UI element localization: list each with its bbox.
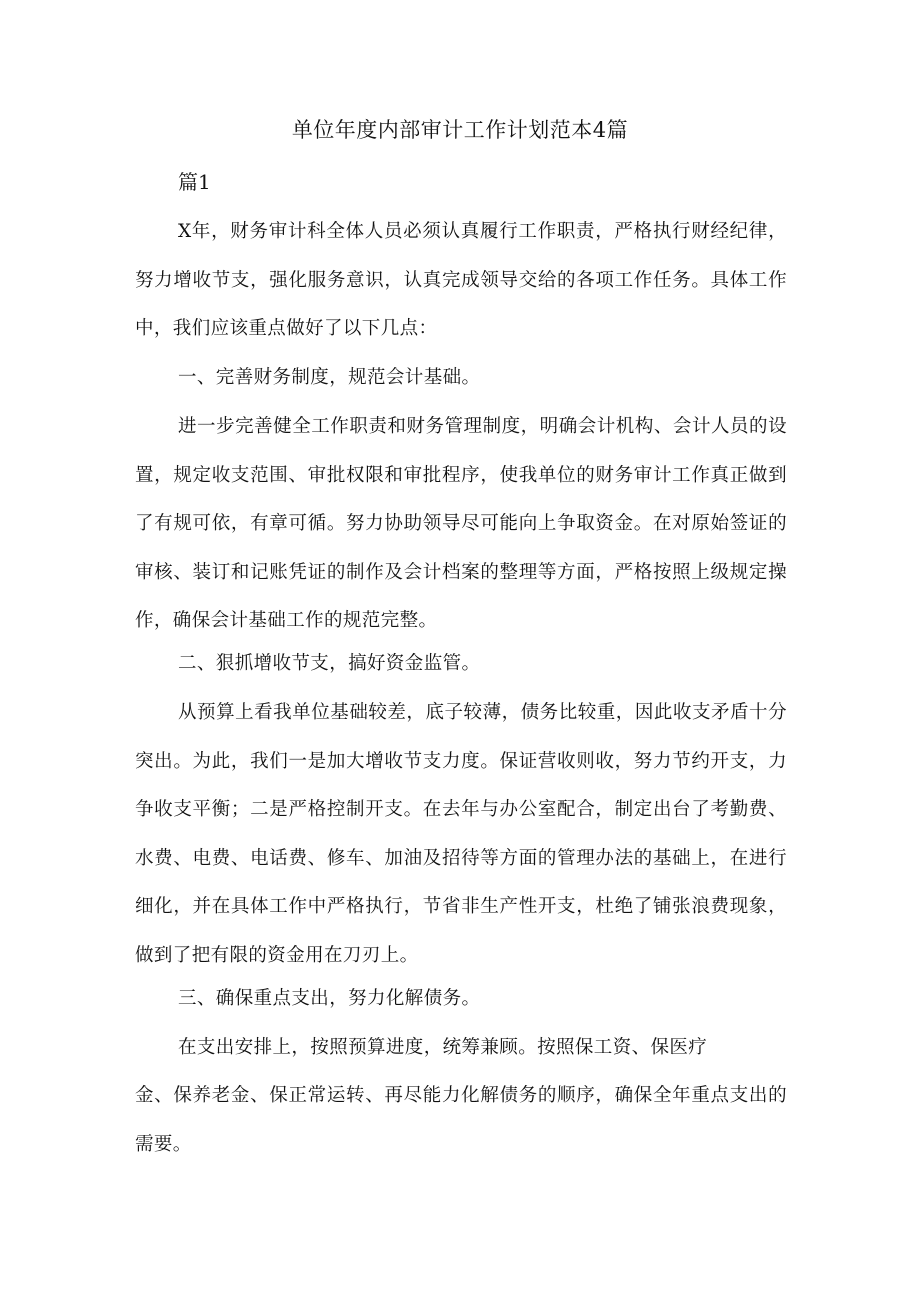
document-title: 单位年度内部审计工作计划范本4篇 — [291, 118, 629, 142]
heading-one: 一、完善财务制度，规范会计基础。 — [178, 367, 481, 388]
paragraph-intro: X年，财务审计科全体人员必须认真履行工作职责，严格执行财经纪律，努力增收节支，强化服务意识，认真完成领导交给的各项工作任务。具体工作中，我们应该重点做好了以下几点： — [135, 221, 787, 339]
paragraph-one: 进一步完善健全工作职责和财务管理制度，明确会计机构、会计人员的设置，规定收支范围、审批权限和审批程序，使我单位的财务审计工作真正做到了有规可依，有章可循。努力协助领导尽可能向上争取资金。在对原始签证的审核、装订和记账凭证的制作及会计档案的整理等方面，严格按照上级规定操作，确保会计基础工作的规范完整。 — [135, 416, 787, 631]
heading-three: 三、确保重点支出，努力化解债务。 — [178, 988, 481, 1009]
section-heading: 篇1 — [178, 170, 211, 194]
paragraph-two: 从预算上看我单位基础较差，底子较薄，债务比较重，因此收支矛盾十分突出。为此，我们一是加大增收节支力度。保证营收则收，努力节约开支，力争收支平衡；二是严格控制开支。在去年与办公室配合，制定出台了考勤费、水费、电费、电话费、修车、加油及招待等方面的管理办法的基础上，在进行细化，并在具体工作中严格执行，节省非生产性开支，杜绝了铺张浪费现象，做到了把有限的资金用在刀刃上。 — [135, 702, 787, 966]
heading-two: 二、狠抓增收节支，搞好资金监管。 — [178, 653, 481, 674]
paragraph-three-continuation: 金、保养老金、保正常运转、再尽能力化解债务的顺序，确保全年重点支出的需要。 — [135, 1085, 787, 1155]
paragraph-three-line: 在支出安排上，按照预算进度，统筹兼顾。按照保工资、保医疗 — [178, 1037, 708, 1058]
